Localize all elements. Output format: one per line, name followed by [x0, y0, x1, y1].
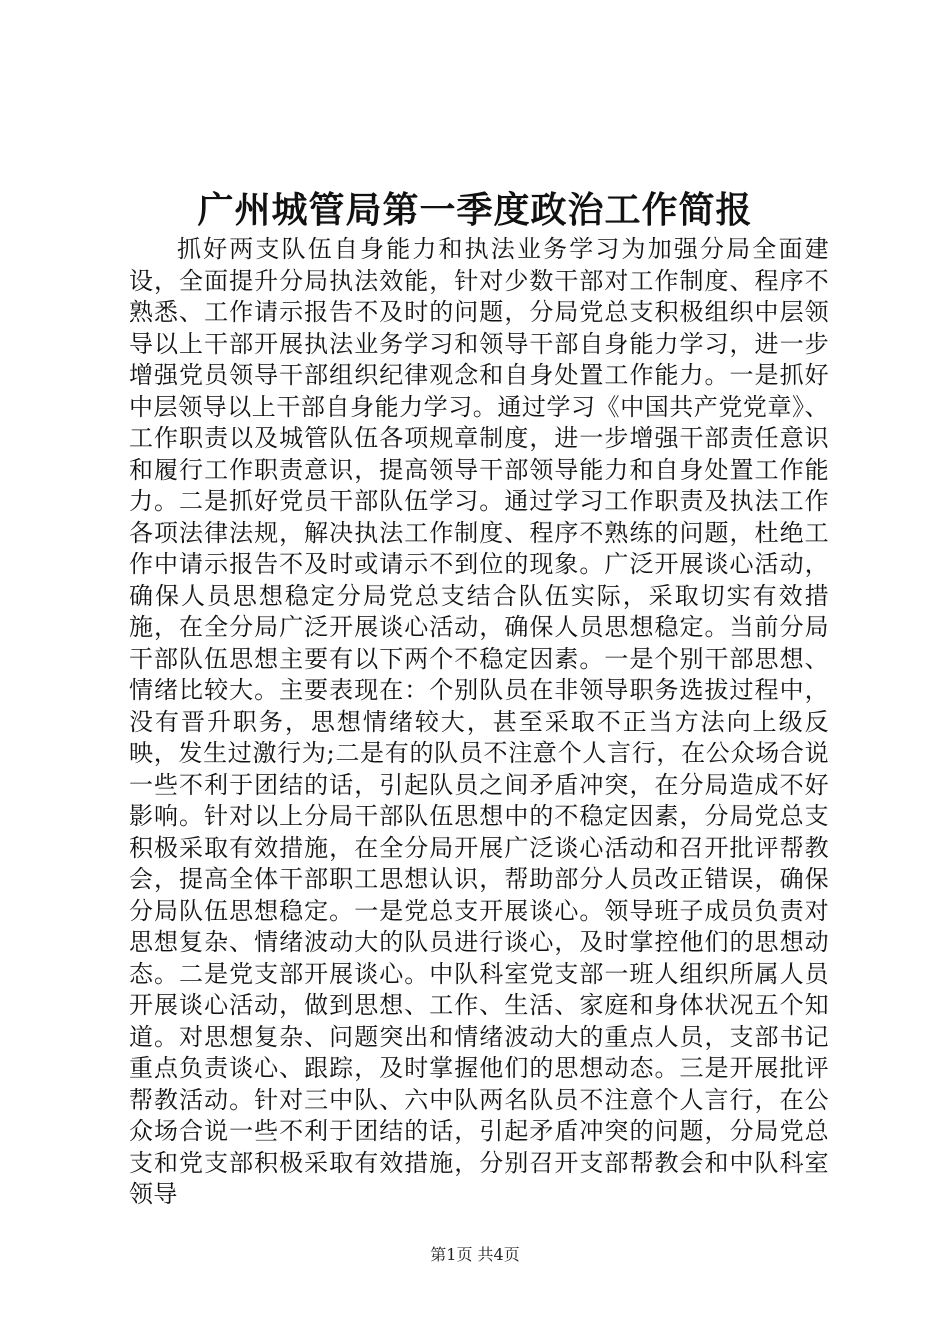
page-number: 第1页 共4页 — [430, 1245, 520, 1264]
document-title: 广州城管局第一季度政治工作简报 — [197, 189, 753, 231]
document-body: 抓好两支队伍自身能力和执法业务学习为加强分局全面建设，全面提升分局执法效能，针对少数干部对工作制度、程序不熟悉、工作请示报告不及时的问题，分局党总支积极组织中层领导以上干部开展执法业务学习和领导干部自身能力学习，进一步增强党员领导干部组织纪律观念和自身处置工作能力。一是抓好中层领导以上干部自身能力学习。通过学习《中国共产党党章》、工作职责以及城管队伍各项规章制度，进一步增强干部责任意识和履行工作职责意识，提高领导干部领导能力和自身处置工作能力。二是抓好党员干部队伍学习。通过学习工作职责及执法工作各项法律法规，解决执法工作制度、程序不熟练的问题，杜绝工作中请示报告不及时或请示不到位的现象。广泛开展谈心活动，确保人员思想稳定分局党总支结合队伍实际，采取切实有效措施，在全分局广泛开展谈心活动，确保人员思想稳定。当前分局干部队伍思想主要有以下两个不稳定因素。一是个别干部思想、情绪比较大。主要表现在：个别队员在非领导职务选拔过程中，没有晋升职务，思想情绪较大，甚至采取不正当方法向上级反映，发生过激行为;二是有的队员不注意个人言行，在公众场合说一些不利于团结的话，引起队员之间矛盾冲突，在分局造成不好影响。针对以上分局干部队伍思想中的不稳定因素，分局党总支积极采取有效措施，在全分局开展广泛谈心活动和召开批评帮教会，提高全体干部职工思想认识，帮助部分人员改正错误，确保分局队伍思想稳定。一是党总支开展谈心。领导班子成员负责对思想复杂、情绪波动大的队员进行谈心，及时掌控他们的思想动态。二是党支部开展谈心。中队科室党支部一班人组织所属人员开展谈心活动，做到思想、工作、生活、家庭和身体状况五个知道。对思想复杂、问题突出和情绪波动大的重点人员，支部书记重点负责谈心、跟踪，及时掌握他们的思想动态。三是开展批评帮教活动。针对三中队、六中队两名队员不注意个人言行，在公众场合说一些不利于团结的话，引起矛盾冲突的问题，分局党总支和党支部积极采取有效措施，分别召开支部帮教会和中队科室领导 — [129, 235, 829, 1208]
